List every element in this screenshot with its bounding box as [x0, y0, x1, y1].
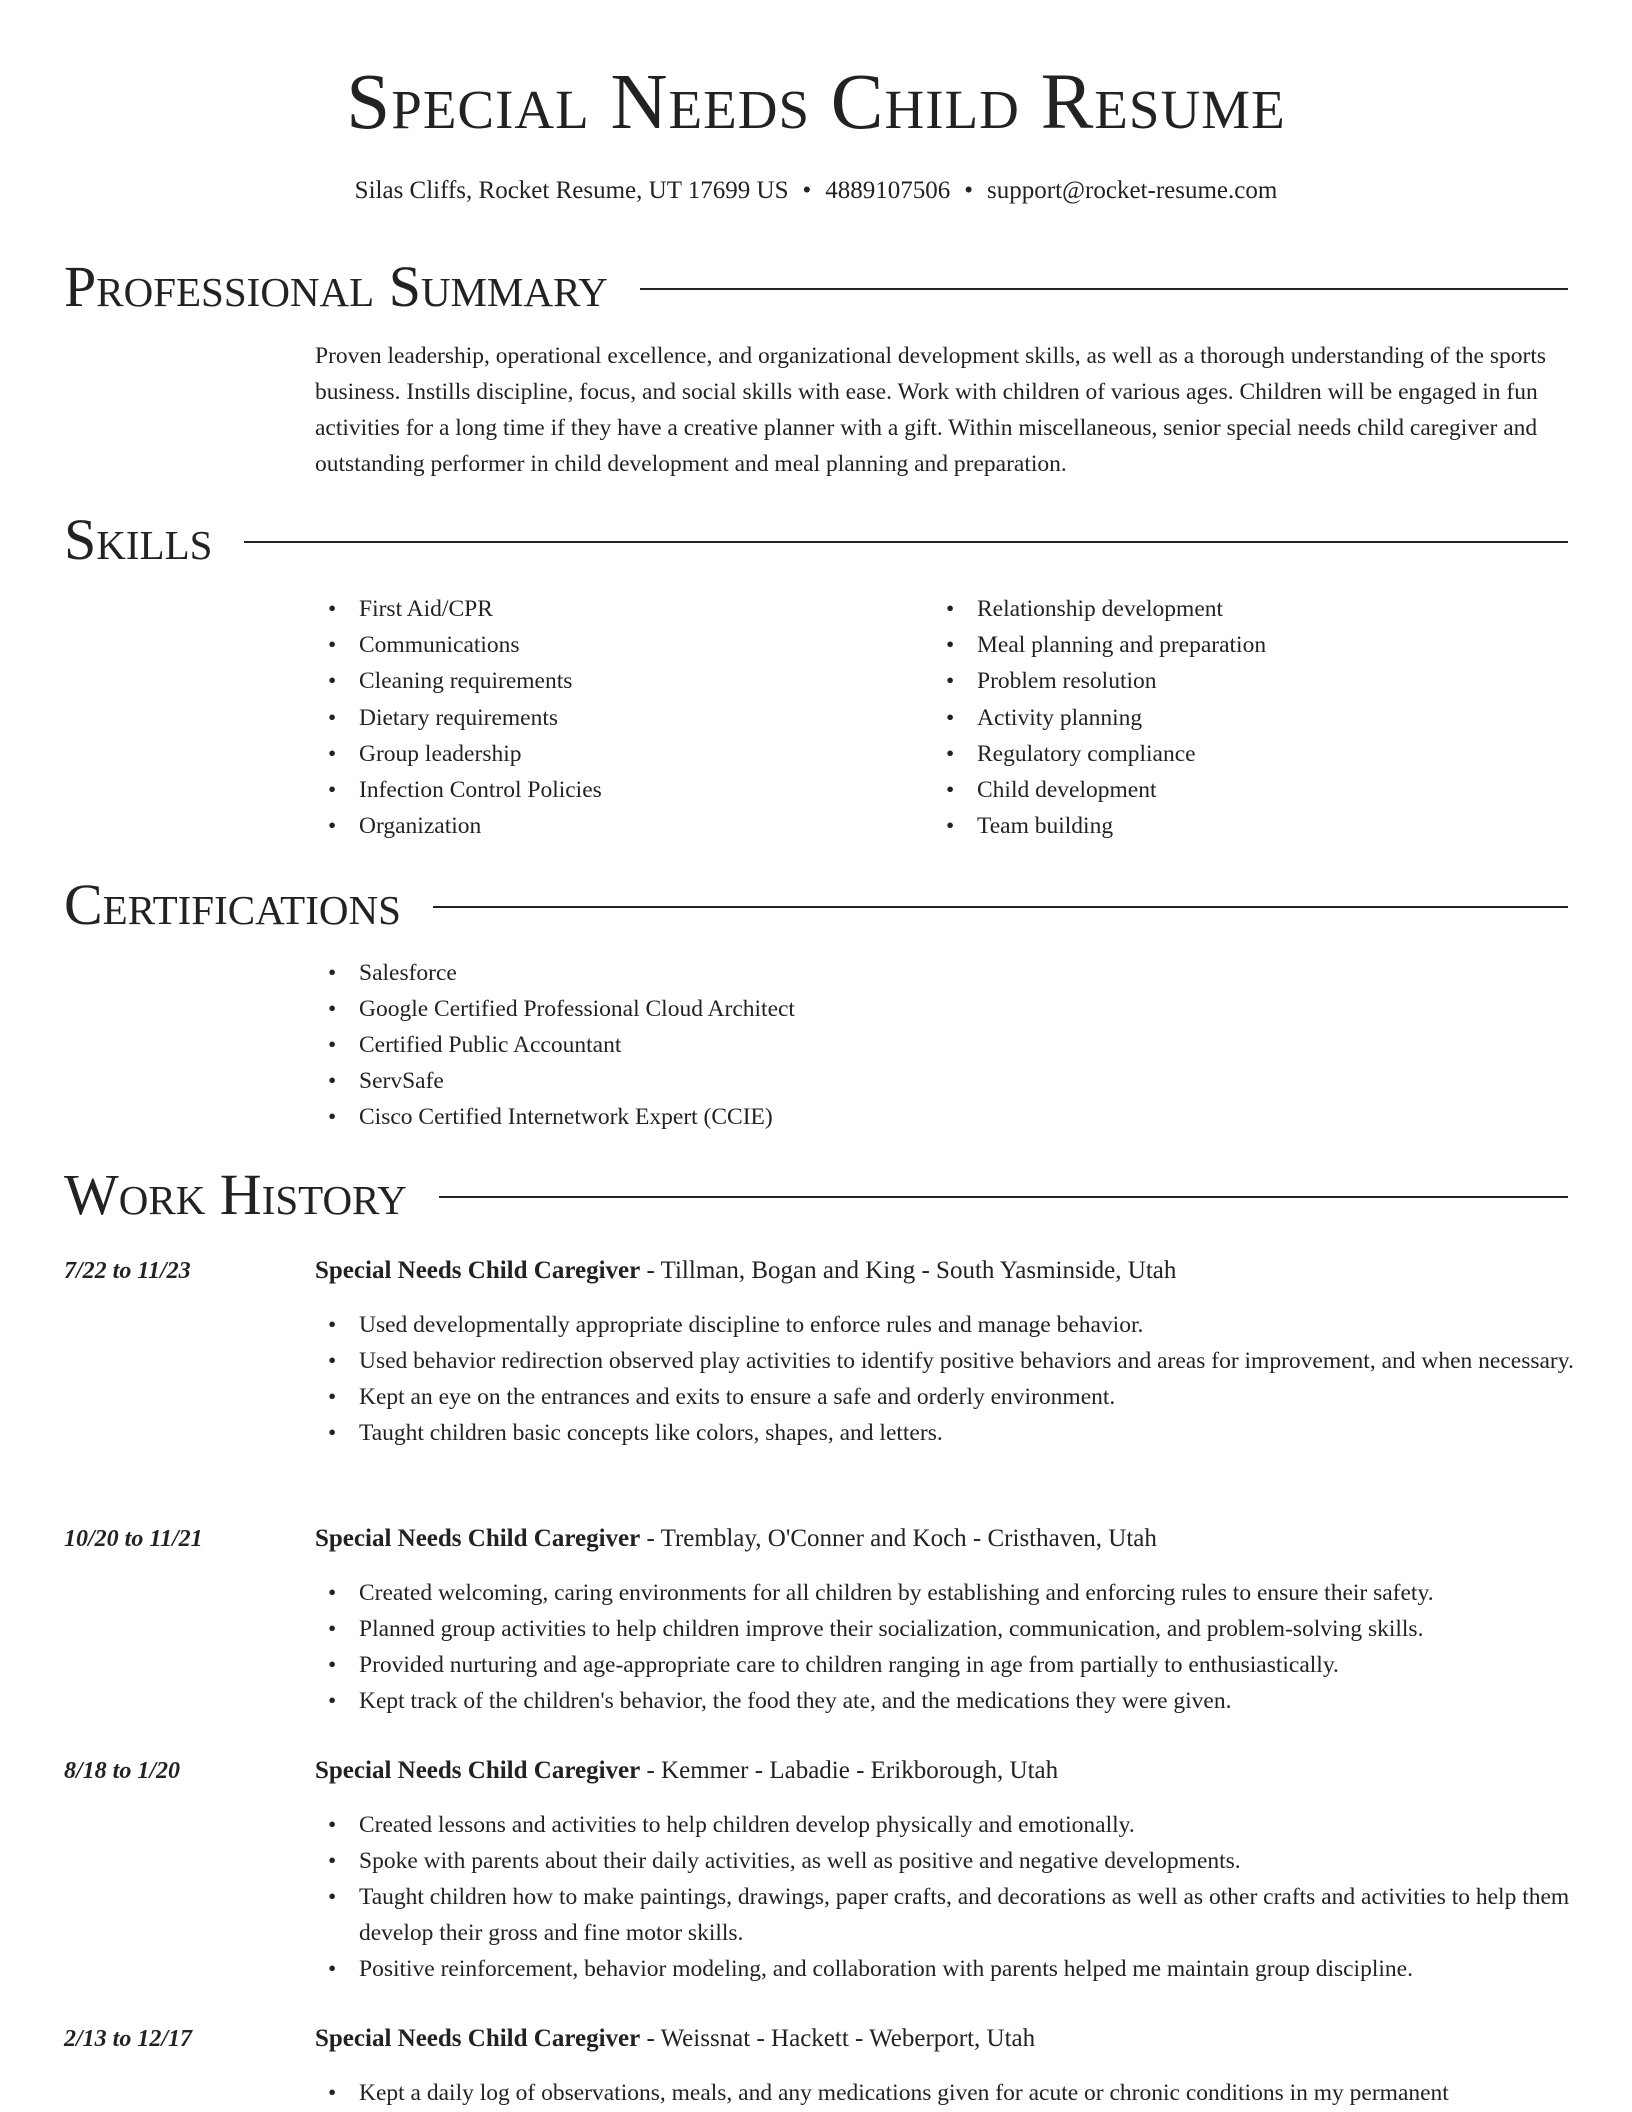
skill-item: • Relationship development: [933, 591, 1533, 627]
skill-item: • Dietary requirements: [315, 700, 915, 736]
job-heading: [315, 1521, 1157, 1557]
skill-item: • Infection Control Policies: [315, 772, 915, 808]
section-divider: [439, 1196, 1568, 1198]
section-title-work: Work History: [64, 1162, 407, 1227]
skills-list-left: [315, 591, 915, 844]
section-divider: [244, 541, 1568, 543]
job-dates: 8/18 to 1/20: [64, 1758, 181, 1784]
certification-item: • Salesforce: [315, 955, 1215, 991]
section-header-summary: [64, 252, 1568, 322]
job-heading: [315, 1753, 1058, 1789]
skill-item: • First Aid/CPR: [315, 591, 915, 627]
section-divider: [640, 288, 1568, 290]
skill-item: • Team building: [933, 808, 1533, 844]
section-header-certifications: [64, 870, 1568, 940]
section-title-summary: Professional Summary: [64, 254, 608, 319]
certification-item: • Google Certified Professional Cloud Architect: [315, 991, 1215, 1027]
job-title: Special Needs Child Caregiver: [315, 1757, 641, 1784]
job-title: Special Needs Child Caregiver: [315, 1525, 641, 1552]
certification-item: • Certified Public Accountant: [315, 1027, 1215, 1063]
job-bullet: • Created welcoming, caring environments for all children by establishing and enforcing rules to ensure their safety.: [315, 1575, 1575, 1611]
job-bullet: • Created lessons and activities to help children develop physically and emotionally.: [315, 1807, 1575, 1843]
skill-item: • Organization: [315, 808, 915, 844]
job-employer: - Tremblay, O'Conner and Koch - Cristhaven, Utah: [640, 1525, 1157, 1552]
job-bullet: • Kept an eye on the entrances and exits to ensure a safe and orderly environment.: [315, 1379, 1575, 1415]
skill-item: • Activity planning: [933, 700, 1533, 736]
job-heading: [315, 1253, 1176, 1289]
job-bullet: • Kept track of the children's behavior, the food they ate, and the medications they were given.: [315, 1683, 1575, 1719]
job-bullet: • Taught children how to make paintings, drawings, paper crafts, and decorations as well as other crafts and activities to help them develop their gross and fine motor skills.: [315, 1879, 1575, 1951]
job-bullet: • Used behavior redirection observed play activities to identify positive behaviors and areas for improvement, and when necessary.: [315, 1343, 1575, 1379]
section-title-certifications: Certifications: [64, 872, 401, 937]
skill-item: • Regulatory compliance: [933, 736, 1533, 772]
contact-separator: •: [802, 177, 812, 204]
section-divider: [433, 906, 1568, 908]
job-title: Special Needs Child Caregiver: [315, 2025, 641, 2052]
section-title-skills: Skills: [64, 507, 213, 572]
job-bullet: • Used developmentally appropriate discipline to enforce rules and manage behavior.: [315, 1307, 1575, 1343]
contact-phone: 4889107506: [825, 177, 951, 204]
job-bullets: [315, 1307, 1575, 1451]
certifications-list: [315, 955, 1215, 1135]
job-bullets: [315, 1575, 1575, 1719]
job-employer: - Weissnat - Hackett - Weberport, Utah: [640, 2025, 1036, 2052]
job-bullet: • Taught children basic concepts like colors, shapes, and letters.: [315, 1415, 1575, 1451]
skills-list-right: [933, 591, 1533, 844]
job-bullet: • Positive reinforcement, behavior modeling, and collaboration with parents helped me maintain group discipline.: [315, 1951, 1575, 1987]
summary-text: Proven leadership, operational excellence, and organizational development skills, as well as a thorough understanding of the sports business. Instills discipline, focus, and social skills with ease. Work with children of various ages. Children will be engaged in fun activities for a long time if they have a creative planner with a gift. Within miscellaneous, senior special needs child caregiver and outstanding performer in child development and meal planning and preparation.: [315, 343, 1547, 477]
certification-item: • Cisco Certified Internetwork Expert (CCIE): [315, 1099, 1215, 1135]
job-bullet: • Kept a daily log of observations, meals, and any medications given for acute or chronic conditions in my permanent: [315, 2075, 1575, 2111]
job-dates: 7/22 to 11/23: [64, 1258, 191, 1284]
job-employer: - Tillman, Bogan and King - South Yasminside, Utah: [640, 1257, 1177, 1284]
skill-item: • Child development: [933, 772, 1533, 808]
job-bullet: • Provided nurturing and age-appropriate care to children ranging in age from partially to enthusiastically.: [315, 1647, 1575, 1683]
job-bullet: • Planned group activities to help children improve their socialization, communication, and problem-solving skills.: [315, 1611, 1575, 1647]
skill-item: • Problem resolution: [933, 663, 1533, 699]
skill-item: • Cleaning requirements: [315, 663, 915, 699]
section-header-skills: [64, 505, 1568, 575]
job-bullet: • Spoke with parents about their daily activities, as well as positive and negative developments.: [315, 1843, 1575, 1879]
contact-line: [0, 174, 1632, 208]
contact-email: support@rocket-resume.com: [987, 177, 1278, 204]
contact-address: Silas Cliffs, Rocket Resume, UT 17699 US: [354, 177, 789, 204]
job-dates: 10/20 to 11/21: [64, 1526, 203, 1552]
contact-separator: •: [964, 177, 974, 204]
job-dates: 2/13 to 12/17: [64, 2026, 193, 2052]
section-header-work: [64, 1160, 1568, 1230]
skill-item: • Group leadership: [315, 736, 915, 772]
job-bullets: [315, 2075, 1575, 2111]
skill-item: • Communications: [315, 627, 915, 663]
job-title: Special Needs Child Caregiver: [315, 1257, 641, 1284]
skill-item: • Meal planning and preparation: [933, 627, 1533, 663]
job-bullets: [315, 1807, 1575, 1987]
resume-name: Special Needs Child Resume: [346, 59, 1286, 146]
certification-item: • ServSafe: [315, 1063, 1215, 1099]
job-employer: - Kemmer - Labadie - Erikborough, Utah: [640, 1757, 1059, 1784]
job-heading: [315, 2021, 1035, 2057]
